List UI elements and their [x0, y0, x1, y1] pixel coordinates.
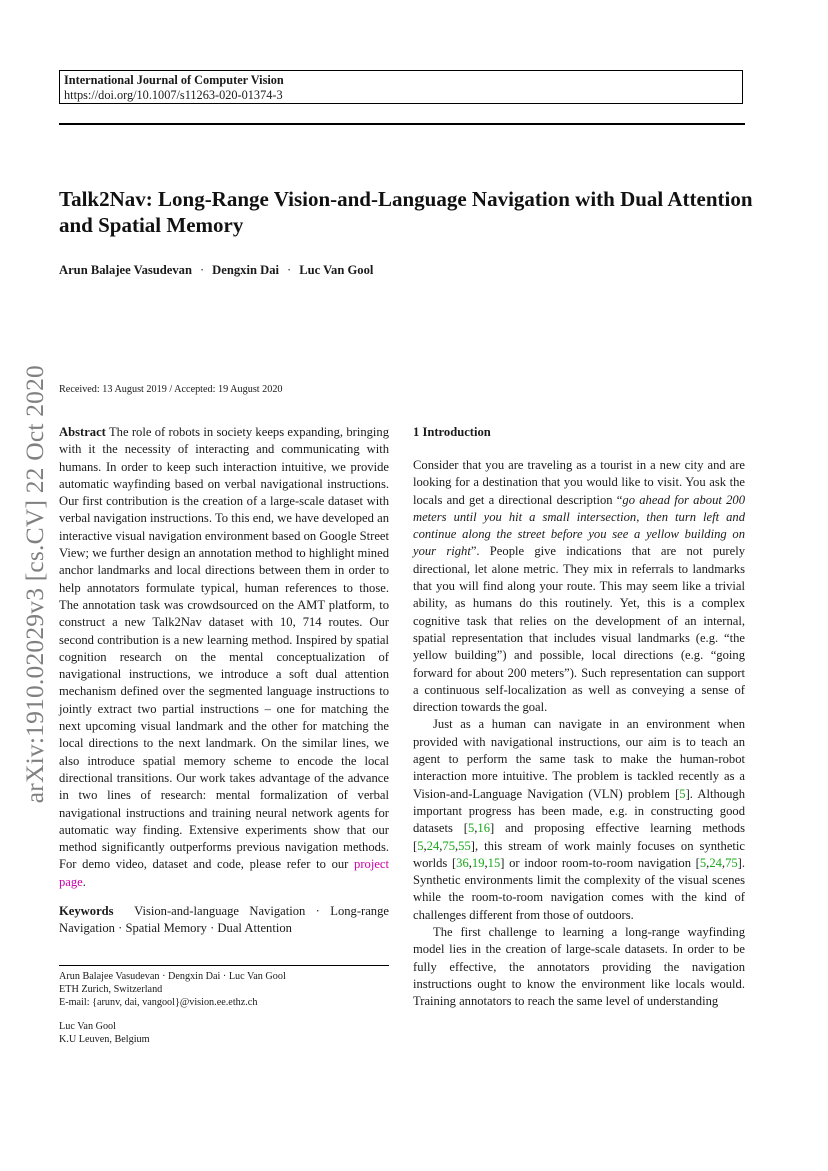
- intro-paragraph: [413, 457, 745, 716]
- citation-link[interactable]: 36: [456, 855, 469, 870]
- abstract-text: The role of robots in society keeps expanding, bringing with it the necessity of interacting and communicating with humans. In order to keep such interaction intuitive, we provide automatic wayfinding based on verbal navigational instructions. Our first contribution is the creation of a large-scale dataset with verbal navigation instructions. To this end, we have developed an interactive visual navigation environment based on Google Street View; we further design an annotation method to highlight mined anchor landmarks and local directions between them in order to help annotators formulate typical, human references to those. The annotation task was crowdsourced on the AMT platform, to construct a new Talk2Nav dataset with 10, 714 routes. Our second contribution is a new learning method. Inspired by spatial cognition research on the mental conceptualization of navigational instructions, we introduce a soft dual attention mechanism defined over the segmented language instructions to jointly extract two partial instructions – one for matching the next upcoming visual landmark and the other for matching the local directions to the next landmark. On the similar lines, we also introduce spatial memory scheme to encode the local directional transitions. Our work takes advantage of the advance in two lines of research: mental formalization of verbal navigational instructions and training neural network agents for automatic way finding. Extensive experiments show that our method significantly outperforms previous navigation methods. For demo video, dataset and code, please refer to our: [59, 425, 390, 872]
- footnote-affiliation: ETH Zurich, Switzerland: [59, 984, 163, 996]
- intro-quote: go ahead for about 200 meters until you hit a small intersection, then turn left and continue along the street before you see a yellow building on your right: [413, 492, 745, 559]
- author-list: [59, 262, 659, 278]
- citation-link[interactable]: 5: [467, 821, 475, 836]
- keywords-text: Vision-and-language Navigation · Long-range Navigation · Spatial Memory · Dual Attention: [59, 904, 389, 936]
- abstract-text-end: .: [82, 874, 86, 889]
- author-footnote: [59, 970, 389, 1046]
- keywords-label: Keywords: [59, 904, 114, 919]
- journal-doi[interactable]: https://doi.org/10.1007/s11263-020-01374-3: [64, 88, 283, 102]
- intro-text: ], this stream of work mainly focuses on synthetic worlds [: [413, 838, 745, 870]
- journal-name: International Journal of Computer Vision: [64, 73, 284, 87]
- author-separator: ·: [199, 263, 205, 277]
- citation-link[interactable]: 5: [417, 838, 424, 853]
- footnote-name: Luc Van Gool: [59, 1020, 116, 1032]
- author-separator: ·: [287, 263, 292, 277]
- footnote-email[interactable]: E-mail: {arunv, dai, vangool}@vision.ee.ethz.ch: [59, 997, 258, 1009]
- citation-link[interactable]: 24: [709, 855, 722, 870]
- right-column: [413, 424, 745, 1011]
- citation-link[interactable]: 16: [477, 821, 491, 836]
- paper-title: Talk2Nav: Long-Range Vision-and-Language Navigation with Dual Attention and Spatial Memory: [59, 187, 753, 237]
- citation-link[interactable]: 24: [426, 838, 440, 853]
- left-column: [59, 424, 389, 937]
- intro-text: ]. Although important progress has been made, e.g. in constructing good datasets [: [413, 786, 745, 836]
- header-rule: [59, 123, 745, 125]
- received-dates: Received: 13 August 2019 / Accepted: 19 August 2020: [59, 384, 283, 395]
- journal-header-box: [59, 70, 743, 104]
- intro-text: ] or indoor room-to-room navigation [: [500, 855, 700, 870]
- author-name: Luc Van Gool: [299, 263, 374, 277]
- arxiv-stamp: [20, 365, 50, 845]
- citation-link[interactable]: 5: [699, 855, 707, 870]
- author-name: Arun Balajee Vasudevan: [59, 263, 192, 277]
- intro-text: Just as a human can navigate in an environment when provided with navigational instructions, our aim is to teach an agent to perform the same task to make the human-robot interaction more intuitive. The problem is tackled recently as a Vision-and-Language Navigation (VLN) problem [: [413, 717, 745, 801]
- citation-link[interactable]: 5: [679, 786, 686, 801]
- citation-link[interactable]: 75: [442, 838, 455, 853]
- keywords: [59, 903, 389, 937]
- author-name: Dengxin Dai: [212, 263, 279, 277]
- intro-text: Consider that you are traveling as a tourist in a new city and are looking for a destination that you would like to visit. You ask the locals and get a directional description “: [413, 458, 745, 507]
- citation-link[interactable]: 15: [487, 855, 501, 870]
- intro-text: ”. People give indications that are not purely directional, let alone metric. They mix in referrals to landmarks that you will find along your route. This may seem like a trivial ability, as humans do this routinely. Yet, this is a complex cognitive task that relies on the development of an internal, spatial representation that includes visual landmarks (e.g. “the yellow building”) and possible, local directions (e.g. “going forward for about 200 meters”). Such representation can support a continuous self-localization as well as conveying a sense of direction towards the goal.: [413, 544, 745, 715]
- footnote-rule: [59, 965, 389, 966]
- abstract-label: Abstract: [59, 425, 106, 439]
- citation-link[interactable]: 75: [725, 855, 738, 870]
- intro-paragraph: Just as a human can navigate in an environment when provided with navigational instructions, our aim is to teach an agent to perform the same task to make the human-robot interaction more intuitive. The problem is tackled recently as a Vision-and-Language Navigation (VLN) problem [5]. Although important progress has been made, e.g. in constructing good datasets [5,16] and proposing effective learning methods [5,24,75,55], this stream of work mainly focuses on synthetic worlds [36,19,15] or indoor room-to-room navigation [5,24,75]. Synthetic environments limit the complexity of the visual scenes while the room-to-room navigation comes with the kind of challenges different from those of outdoors.: [413, 717, 746, 922]
- citation-link[interactable]: 19: [471, 855, 485, 870]
- intro-text: ]. Synthetic environments limit the complexity of the visual scenes while the room-to-room navigation comes with the kind of challenges different from those of outdoors.: [413, 855, 746, 922]
- intro-text: ] and proposing effective learning methods [: [413, 821, 745, 853]
- citation-link[interactable]: 55: [458, 838, 471, 853]
- abstract: [59, 424, 389, 891]
- intro-paragraph: The first challenge to learning a long-range wayfinding model lies in the creation of large-scale datasets. In order to be fully effective, the annotators providing the navigation instructions ought to know the environment like locals would. Training annotators to reach the same level of understanding: [413, 925, 745, 1009]
- arxiv-stamp-text: arXiv:1910.02029v3 [cs.CV] 22 Oct 2020: [20, 365, 49, 804]
- footnote-authors: Arun Balajee Vasudevan · Dengxin Dai · Luc Van Gool: [59, 971, 286, 982]
- footnote-affiliation: K.U Leuven, Belgium: [59, 1033, 150, 1045]
- project-page-link[interactable]: project page: [59, 857, 389, 889]
- section-heading: 1 Introduction: [413, 425, 491, 439]
